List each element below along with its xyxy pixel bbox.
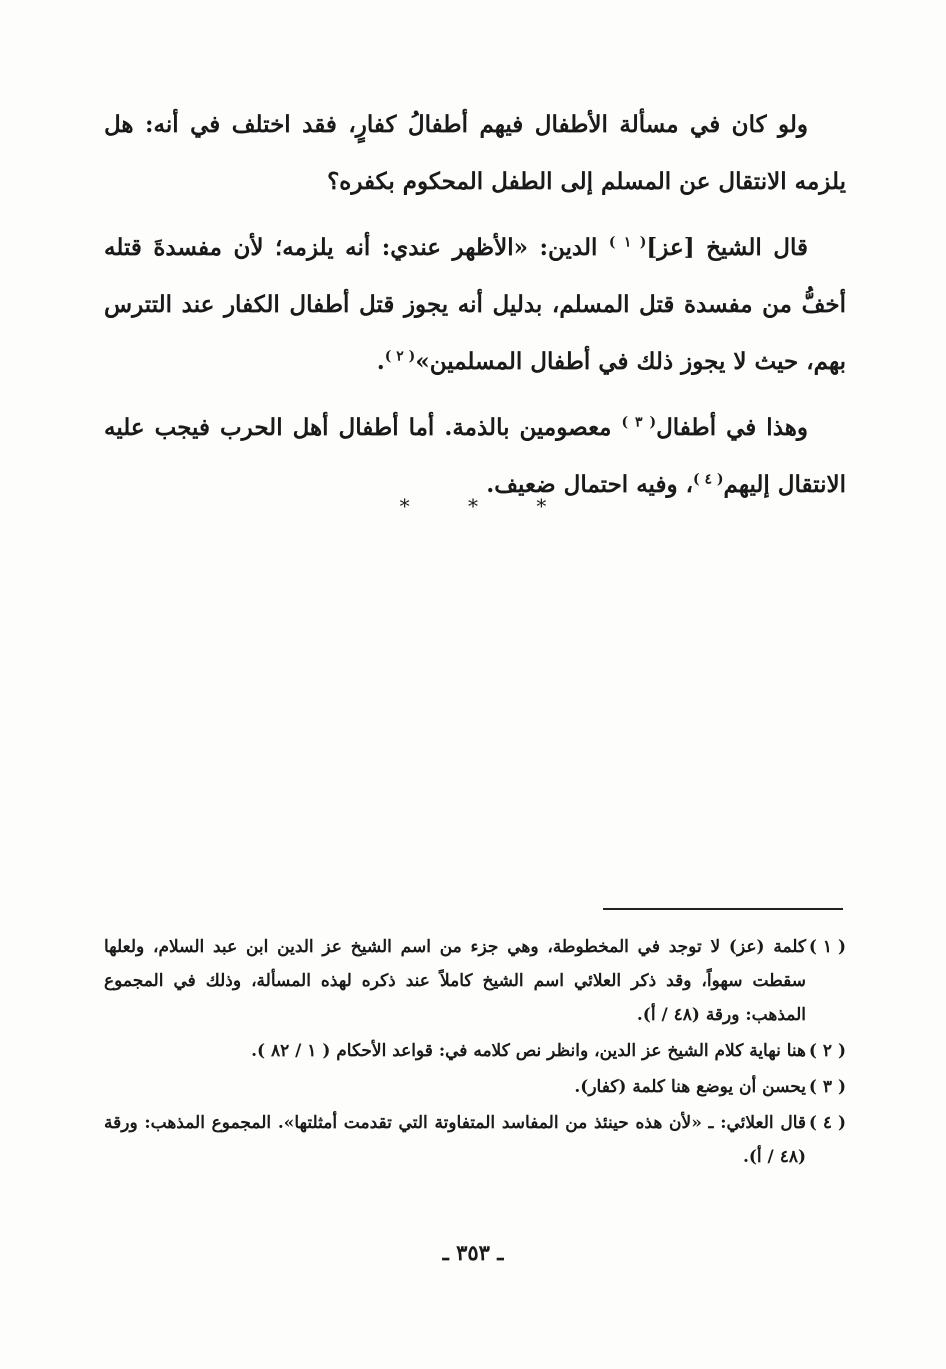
paragraph-3-part-c: ، وفيه احتمال ضعيف. bbox=[486, 471, 693, 498]
separator-star: * bbox=[468, 494, 478, 518]
footnote-number: ( ١ ) bbox=[808, 937, 846, 957]
footnote-3 bbox=[104, 1070, 846, 1104]
footnote-text: يحسن أن يوضع هنا كلمة (كفار). bbox=[574, 1077, 806, 1097]
footnote-ref-3: ( ٣ ) bbox=[621, 414, 657, 431]
footnote-text: قال العلائي: ـ «لأن هذه حينئذ من المفاسد المتفاوتة التي تقدمت أمثلتها». المجموع المذهب: ورقة (٤٨ / أ). bbox=[104, 1113, 806, 1167]
page-number: ـ ٣٥٣ ـ bbox=[442, 1240, 504, 1265]
footnote-text: كلمة (عز) لا توجد في المخطوطة، وهي جزء من اسم الشيخ عز الدين ابن عبد السلام، ولعلها سقطت سهواً، وقد ذكر العلائي اسم الشيخ كاملاً عند ذكره لهذه المسألة، وذلك في المجموع المذهب: ورقة (٤٨ / أ). bbox=[104, 937, 806, 1025]
paragraph-2 bbox=[104, 219, 846, 390]
separator-star: * bbox=[399, 494, 410, 518]
paragraph-3-part-b: معصومين بالذمة. أما أطفال أهل الحرب فيجب عليه الانتقال إليهم bbox=[104, 414, 846, 498]
separator-star: * bbox=[536, 494, 547, 518]
footnote-number: ( ٣ ) bbox=[808, 1077, 846, 1097]
footnote-number: ( ٢ ) bbox=[808, 1041, 846, 1061]
main-text bbox=[104, 96, 846, 522]
paragraph-1: ولو كان في مسألة الأطفال فيهم أطفالُ كفارٍ، فقد اختلف في أنه: هل يلزمه الانتقال عن المسلم إلى الطفل المحكوم بكفره؟ bbox=[104, 111, 846, 195]
footnote-4 bbox=[104, 1106, 846, 1174]
footnote-2 bbox=[104, 1034, 846, 1068]
footnote-text: هنا نهاية كلام الشيخ عز الدين، وانظر نص كلامه في: قواعد الأحكام ( ١ / ٨٢ ). bbox=[251, 1041, 806, 1061]
footnote-ref-2: ( ٢ ) bbox=[384, 348, 416, 365]
footnote-1 bbox=[104, 930, 846, 1032]
footnote-ref-1: ( ١ ) bbox=[608, 234, 647, 251]
paragraph-3-part-a: وهذا في أطفال bbox=[656, 414, 809, 441]
footnotes bbox=[104, 930, 846, 1176]
footnote-divider bbox=[603, 908, 843, 910]
footnote-number: ( ٤ ) bbox=[808, 1113, 846, 1133]
footnote-ref-4: ( ٤ ) bbox=[693, 471, 724, 488]
paragraph-2-part-b: الدين: «الأظهر عندي: أنه يلزمه؛ لأن مفسدةَ قتله أخفُّ من مفسدة قتل المسلم، بدليل أنه يجوز قتل أطفال الكفار عند التترس بهم، حيث لا يجوز ذلك في أطفال المسلمين» bbox=[104, 234, 846, 375]
paragraph-2-part-a: قال الشيخ [عز] bbox=[646, 234, 809, 261]
section-separator bbox=[0, 494, 946, 518]
paragraph-2-part-c: . bbox=[376, 348, 385, 375]
